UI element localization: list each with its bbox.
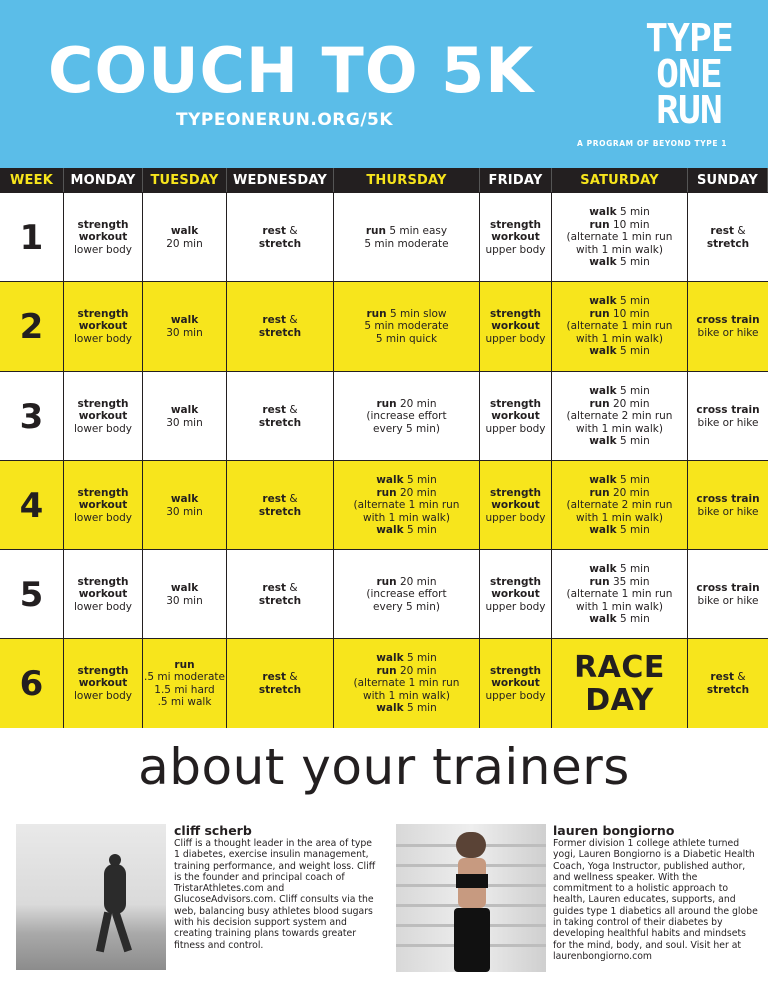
activity-word: workout [78,231,128,244]
cell-week-5-sunday [688,550,768,639]
logo-word-1: TYPE [645,16,733,60]
activity-text [366,398,446,436]
activity-word: 35 min [612,575,650,588]
activity-word: lower body [73,511,132,524]
activity-word: walk [170,582,199,594]
activity-text [166,493,203,518]
activity-word: strength [77,307,129,320]
activity-word: workout [491,588,540,601]
activity-word: lower body [73,243,132,256]
activity-word: stretch [258,594,302,607]
activity-word: walk [376,524,404,537]
activity-text [74,576,132,614]
activity-word: walk [589,345,617,358]
cell-week-1-week [0,193,64,282]
activity-word: strength [77,664,129,677]
cell-week-3-tuesday [143,372,227,461]
cell-week-2-sunday [688,282,768,371]
activity-word: rest [262,225,286,237]
activity-word: rest [262,671,286,683]
activity-word: 5 min [619,435,650,448]
activity-word: .5 mi walk [157,696,212,708]
activity-text [485,576,545,614]
activity-word: 30 min [166,326,203,339]
activity-word: (alternate 1 min run [566,231,673,244]
activity-word: run [366,307,387,320]
activity-word: strength [489,307,542,320]
activity-word: 5 min [406,524,437,537]
activity-text [354,474,460,537]
activity-word: walk [589,613,617,626]
activity-word: run [589,486,610,499]
activity-word: strength [489,486,542,499]
activity-word: 5 min [619,385,650,398]
activity-text [74,665,132,703]
activity-word: rest [710,671,734,683]
cell-week-5-wednesday [227,550,334,639]
activity-word: run [376,664,397,677]
activity-word: lower body [73,332,132,345]
cell-week-2-wednesday [227,282,334,371]
activity-word: upper body [485,243,546,256]
activity-word: strength [77,397,129,410]
activity-word: rest [710,225,734,237]
activity-word: cross train [696,582,760,594]
trainers-heading: about your trainers [138,738,630,796]
activity-word: every 5 min) [373,600,440,613]
runner-leg-left [96,912,112,953]
cell-week-6-week [0,639,64,728]
activity-word: & [289,493,298,505]
cell-week-4-friday [480,461,552,550]
trainer-bio-lauren: Former division 1 college athlete turned yogi, Lauren Bongiorno is a Diabetic Health Coach, Yoga Instructor, published author, and wellness speaker. With the commitment to a holistic approach to health, Lauren educates, supports, and guides type 1 diabetics all around the globe in taking control of their diabetes by developing healthful habits and mindsets for the mind, body, and soul. Visit her at laurenbongiorno.com [553,838,758,962]
logo-word-3: RUN [656,88,722,132]
activity-word: strength [77,218,129,231]
activity-word: walk [589,435,617,448]
activity-word: (alternate 1 min run [566,320,673,333]
activity-word: 5 min [619,524,650,537]
activity-word: & [737,225,746,237]
week-number: 1 [19,217,44,258]
cell-week-4-thursday [334,461,480,550]
activity-word: 20 min [399,397,437,410]
activity-word: walk [376,652,404,665]
column-header-sunday: SUNDAY [688,168,768,192]
activity-word: workout [491,320,540,333]
activity-word: bike or hike [697,416,759,429]
cliff-scherb-photo [16,824,166,970]
activity-word: & [289,404,298,416]
activity-word: bike or hike [697,505,759,518]
activity-word: RACE [574,649,665,685]
column-header-wednesday: WEDNESDAY [227,168,334,192]
activity-word: bike or hike [697,594,759,607]
activity-word: 20 min [399,486,437,499]
activity-word: every 5 min) [373,422,440,435]
activity-word: run [376,397,397,410]
activity-word: walk [589,385,617,398]
activity-word: walk [170,225,199,237]
activity-word: with 1 min walk) [363,511,450,524]
activity-word: with 1 min walk) [576,243,663,256]
table-row [0,638,768,728]
activity-word: 5 min [619,563,650,576]
activity-text [574,651,665,717]
week-number: 6 [19,663,44,704]
table-row [0,371,768,461]
activity-word: run [174,658,195,671]
activity-word: 20 min [399,664,437,677]
activity-word: upper body [485,511,546,524]
lauren-bongiorno-photo [396,824,546,972]
activity-word: & [737,671,746,683]
activity-word: 10 min [612,307,650,320]
activity-word: & [289,225,298,237]
cell-week-4-week [0,461,64,550]
activity-word: .5 mi moderate [144,671,225,683]
cell-week-6-saturday [552,639,688,728]
activity-word: & [289,314,298,326]
activity-text [485,308,545,346]
woman-head [456,832,486,858]
activity-word: 20 min [612,397,650,410]
activity-text [259,493,301,518]
cell-week-2-friday [480,282,552,371]
table-row [0,281,768,371]
activity-word: stretch [258,237,302,250]
woman-sports-top [456,874,488,888]
cell-week-3-friday [480,372,552,461]
activity-word: with 1 min walk) [576,511,663,524]
activity-word: run [365,225,387,237]
cell-week-6-friday [480,639,552,728]
cell-week-2-monday [64,282,143,371]
activity-text [74,398,132,436]
cell-week-1-wednesday [227,193,334,282]
activity-word: cross train [696,314,760,326]
activity-word: (alternate 1 min run [353,677,460,690]
cell-week-3-sunday [688,372,768,461]
activity-word: workout [491,231,540,244]
activity-word: (alternate 1 min run [566,588,673,601]
activity-word: & [289,671,298,683]
activity-word: (alternate 2 min run [566,410,673,423]
activity-word: 20 min [166,237,203,250]
activity-word: 5 min [619,613,650,626]
activity-text [166,582,203,607]
cell-week-2-week [0,282,64,371]
column-header-friday: FRIDAY [480,168,552,192]
activity-word: workout [78,410,128,423]
column-header-thursday: THURSDAY [334,168,480,192]
cell-week-2-thursday [334,282,480,371]
activity-word: walk [170,314,199,326]
activity-word: workout [491,499,540,512]
activity-text [144,659,225,709]
activity-word: walk [589,563,617,576]
activity-word: with 1 min walk) [576,422,663,435]
trainer-name-lauren: lauren bongiorno [553,823,675,838]
activity-text [696,404,759,429]
activity-word: upper body [485,600,546,613]
activity-text [696,493,759,518]
cell-week-5-saturday [552,550,688,639]
runner-head [109,854,121,866]
activity-word: with 1 min walk) [363,689,450,702]
cell-week-6-monday [64,639,143,728]
table-row [0,549,768,639]
activity-text [259,671,301,696]
activity-word: rest [262,314,286,326]
activity-text [707,671,749,696]
activity-text [166,225,203,250]
cell-week-4-wednesday [227,461,334,550]
runner-leg-right [112,912,132,953]
activity-word: (increase effort [366,410,447,423]
activity-word: 5 min [406,702,437,715]
activity-word: 1.5 mi hard [154,683,215,696]
week-number: 5 [19,574,44,615]
activity-text [74,487,132,525]
cell-week-4-monday [64,461,143,550]
activity-text [364,225,448,250]
activity-text [485,487,545,525]
activity-word: upper body [485,332,546,345]
activity-word: 5 min quick [375,332,438,345]
activity-word: (alternate 2 min run [566,499,673,512]
activity-word: walk [376,702,404,715]
activity-word: workout [78,677,128,690]
activity-text [259,404,301,429]
activity-word: (alternate 1 min run [353,499,460,512]
activity-word: cross train [696,404,760,416]
activity-word: 5 min easy [389,225,448,237]
activity-word: rest [262,493,286,505]
week-number: 4 [19,485,44,526]
cell-week-3-wednesday [227,372,334,461]
activity-text [74,308,132,346]
trainer-name-cliff: cliff scherb [174,823,252,838]
activity-word: walk [589,474,617,487]
activity-word: stretch [706,683,750,696]
activity-word: 5 min moderate [364,237,449,250]
activity-word: walk [170,404,199,416]
activity-word: bike or hike [697,326,759,339]
activity-word: 5 min [619,206,650,219]
activity-word: run [589,575,610,588]
page-title: COUCH TO 5K [48,34,535,107]
activity-word: lower body [73,689,132,702]
activity-text [259,314,301,339]
activity-word: run [589,218,610,231]
cell-week-6-sunday [688,639,768,728]
schedule-table [0,168,768,728]
cell-week-2-saturday [552,282,688,371]
activity-word: 30 min [166,416,203,429]
activity-word: lower body [73,422,132,435]
activity-word: walk [376,474,404,487]
cell-week-5-week [0,550,64,639]
cell-week-6-thursday [334,639,480,728]
activity-word: stretch [258,416,302,429]
header-banner [0,0,768,168]
column-header-saturday: SATURDAY [552,168,688,192]
activity-word: strength [489,397,542,410]
cell-week-3-monday [64,372,143,461]
activity-word: 5 min moderate [364,320,449,333]
activity-word: rest [262,404,286,416]
logo-word-2: ONE [656,52,722,96]
activity-word: with 1 min walk) [576,600,663,613]
cell-week-1-friday [480,193,552,282]
cell-week-3-saturday [552,372,688,461]
activity-word: 5 min [406,474,437,487]
woman-leggings [454,908,490,972]
activity-text [354,652,460,715]
cell-week-3-thursday [334,372,480,461]
activity-word: upper body [485,689,546,702]
activity-word: upper body [485,422,546,435]
activity-word: 5 min [619,345,650,358]
activity-text [567,385,673,448]
activity-word: walk [589,256,617,269]
activity-word: 30 min [166,594,203,607]
cell-week-5-monday [64,550,143,639]
table-row [0,192,768,282]
trainer-bio-cliff: Cliff is a thought leader in the area of type 1 diabetes, exercise insulin management, training performance, and weight loss. Cliff is the founder and principal coach of TristarAthletes.com and GlucoseAdvisors.com. Cliff consults via the web, balancing busy athletes blood sugars with his decision support system and creating training plans towards greater fitness and control. [174,838,376,951]
program-tagline: A PROGRAM OF BEYOND TYPE 1 [577,139,728,148]
cell-week-1-saturday [552,193,688,282]
cell-week-3-week [0,372,64,461]
activity-word: & [289,582,298,594]
activity-word: run [589,307,610,320]
activity-text [696,314,759,339]
activity-word: stretch [258,505,302,518]
activity-text [259,225,301,250]
activity-word: 20 min [399,575,437,588]
activity-word: rest [262,582,286,594]
activity-text [567,206,673,269]
activity-text [166,314,203,339]
activity-text [74,219,132,257]
column-header-week: WEEK [0,168,64,192]
cell-week-4-sunday [688,461,768,550]
activity-text [259,582,301,607]
runner-figure [104,864,126,914]
activity-word: strength [77,575,129,588]
cell-week-1-tuesday [143,193,227,282]
activity-word: with 1 min walk) [576,332,663,345]
activity-word: 20 min [612,486,650,499]
activity-word: stretch [258,683,302,696]
activity-word: walk [170,493,199,505]
week-number: 2 [19,306,44,347]
activity-word: 5 min [406,652,437,665]
activity-word: workout [78,588,128,601]
activity-word: workout [78,499,128,512]
activity-word: 5 min [619,256,650,269]
activity-text [567,474,673,537]
cell-week-6-tuesday [143,639,227,728]
activity-word: walk [589,206,617,219]
table-row [0,460,768,550]
activity-word: walk [589,524,617,537]
activity-word: strength [489,575,542,588]
site-url[interactable]: TYPEONERUN.ORG/5K [176,110,394,130]
cell-week-5-thursday [334,550,480,639]
cell-week-1-sunday [688,193,768,282]
activity-word: 30 min [166,505,203,518]
type-one-run-logo [626,16,752,132]
activity-text [485,219,545,257]
activity-word: strength [489,664,542,677]
activity-word: walk [589,295,617,308]
activity-text [366,576,446,614]
activity-text [567,563,673,626]
column-header-tuesday: TUESDAY [143,168,227,192]
activity-word: stretch [258,326,302,339]
cell-week-2-tuesday [143,282,227,371]
activity-word: run [376,575,397,588]
cell-week-6-wednesday [227,639,334,728]
activity-text [707,225,749,250]
activity-word: lower body [73,600,132,613]
activity-word: cross train [696,493,760,505]
activity-word: stretch [706,237,750,250]
activity-word: workout [78,320,128,333]
activity-word: 5 min [619,474,650,487]
activity-word: strength [77,486,129,499]
table-header-row [0,168,768,192]
cell-week-4-saturday [552,461,688,550]
activity-text [696,582,759,607]
activity-text [567,295,673,358]
activity-word: 10 min [612,218,650,231]
column-header-monday: MONDAY [64,168,143,192]
activity-text [485,665,545,703]
cell-week-5-friday [480,550,552,639]
activity-word: 5 min slow [389,307,447,320]
cell-week-1-monday [64,193,143,282]
cell-week-4-tuesday [143,461,227,550]
activity-text [166,404,203,429]
activity-text [364,308,448,346]
activity-word: 5 min [619,295,650,308]
activity-word: run [376,486,397,499]
cell-week-1-thursday [334,193,480,282]
activity-word: DAY [585,682,654,718]
activity-word: (increase effort [366,588,447,601]
week-number: 3 [19,396,44,437]
cell-week-5-tuesday [143,550,227,639]
activity-word: workout [491,410,540,423]
activity-word: run [589,397,610,410]
activity-text [485,398,545,436]
activity-word: workout [491,677,540,690]
activity-word: strength [489,218,542,231]
